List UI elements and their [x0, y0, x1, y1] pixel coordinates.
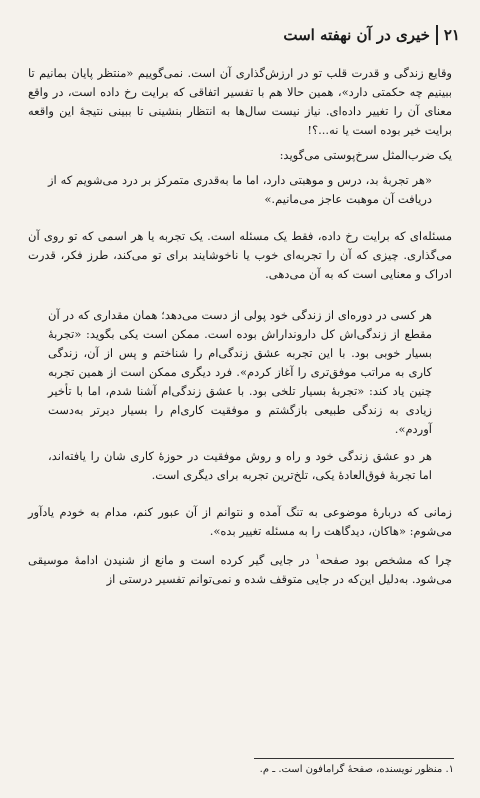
spacer [28, 217, 452, 227]
page-number: ۲۱ [443, 26, 460, 44]
page-header [40, 22, 460, 48]
running-title: خیری در آن نهفته است [283, 26, 430, 44]
paragraph-5-start: چرا که مشخص بود صفحه [319, 552, 452, 567]
header-separator [436, 25, 438, 45]
spacer [28, 290, 452, 300]
footnote-rule [254, 758, 454, 759]
quote-block-2: هر دو عشق زندگی خود و راه و روش موفقیت در حوزهٔ کاری شان را یافته‌اند، اما تجربهٔ فوق‌العادهٔ یکی، تلخ‌ترین تجربه برای دیگری است. [48, 449, 432, 482]
paragraph-2: یک ضرب‌المثل سرخ‌پوستی می‌گوید: [279, 148, 452, 162]
paragraph-3: مسئله‌ای که برایت رخ داده، فقط یک مسئله است. یک تجربه یا هر اسمی که تو روی آن می‌گذاری. چیزی که آن را تجربه‌ای خوب یا ناخوشایند برای تو می‌کند، طرز فکر، قدرت ادراک و معنایی است که به آن می‌دهی. [28, 229, 452, 281]
paragraph-4: زمانی که دربارهٔ موضوعی به تنگ آمده و نتوانم از آن عبور کنم، مدام به خودم یادآور می‌شوم: «هاکان، دیدگاهت را به مسئله تغییر بده». [28, 505, 452, 538]
quote-block-1: هر کسی در دوره‌ای از زندگی خود پولی از دست می‌دهد؛ همان مقداری که در آن مقطع از زندگی‌اش کل دارونداراش بوده است. ممکن است یکی بگوید: «تجربهٔ بسیار خوبی بود. با این تجربه عشق زندگی‌ام را شناختم و پس از آن، زندگی کاری به مراتب موفق‌تری را آغاز کردم». فرد دیگری ممکن است از همین تجربه چنین یاد کند: «تجربهٔ بسیار تلخی بود. با عشق زندگی‌ام آشنا شدم، اما با تأخیر زیادی به زندگی طبیعی بازگشتم و موفقیت کاری‌ام را بسیار دیرتر به‌دست آوردم». [48, 308, 432, 436]
footnote: ۱. منظور نویسنده، صفحهٔ گرامافون است. ـ م. [259, 764, 454, 775]
paragraph-5-end: در جایی گیر کرده است و مانع از شنیدن ادامهٔ موسیقی می‌شود. به‌دلیل این‌که در جایی متوقف شده و نمی‌توانم تفسیر درستی از [28, 552, 452, 586]
paragraph-5 [28, 547, 452, 589]
page-body [28, 64, 452, 595]
paragraph-1: وقایع زندگی و قدرت قلب تو در ارزش‌گذاری آن است. نمی‌گوییم «منتظر پایان بمانیم تا ببینیم چه حکمتی دارد»، همین حالا هم با تفسیر اتفاقی که برایت رخ داده است، در واقع معنای آن را تغییر داده‌ای. نیاز نیست سال‌ها به انتظار بنشینی تا ببینی نتیجهٔ این واقعه برایت خیر بوده است یا نه...؟! [28, 66, 452, 137]
spacer [28, 493, 452, 503]
quote-proverb: «هر تجربهٔ بد، درس و موهبتی دارد، اما ما به‌قدری متمرکز بر درد می‌شویم که از دریافت آن موهبت عاجز می‌مانیم.» [48, 173, 432, 206]
footnote-marker: ۱ [315, 552, 320, 561]
